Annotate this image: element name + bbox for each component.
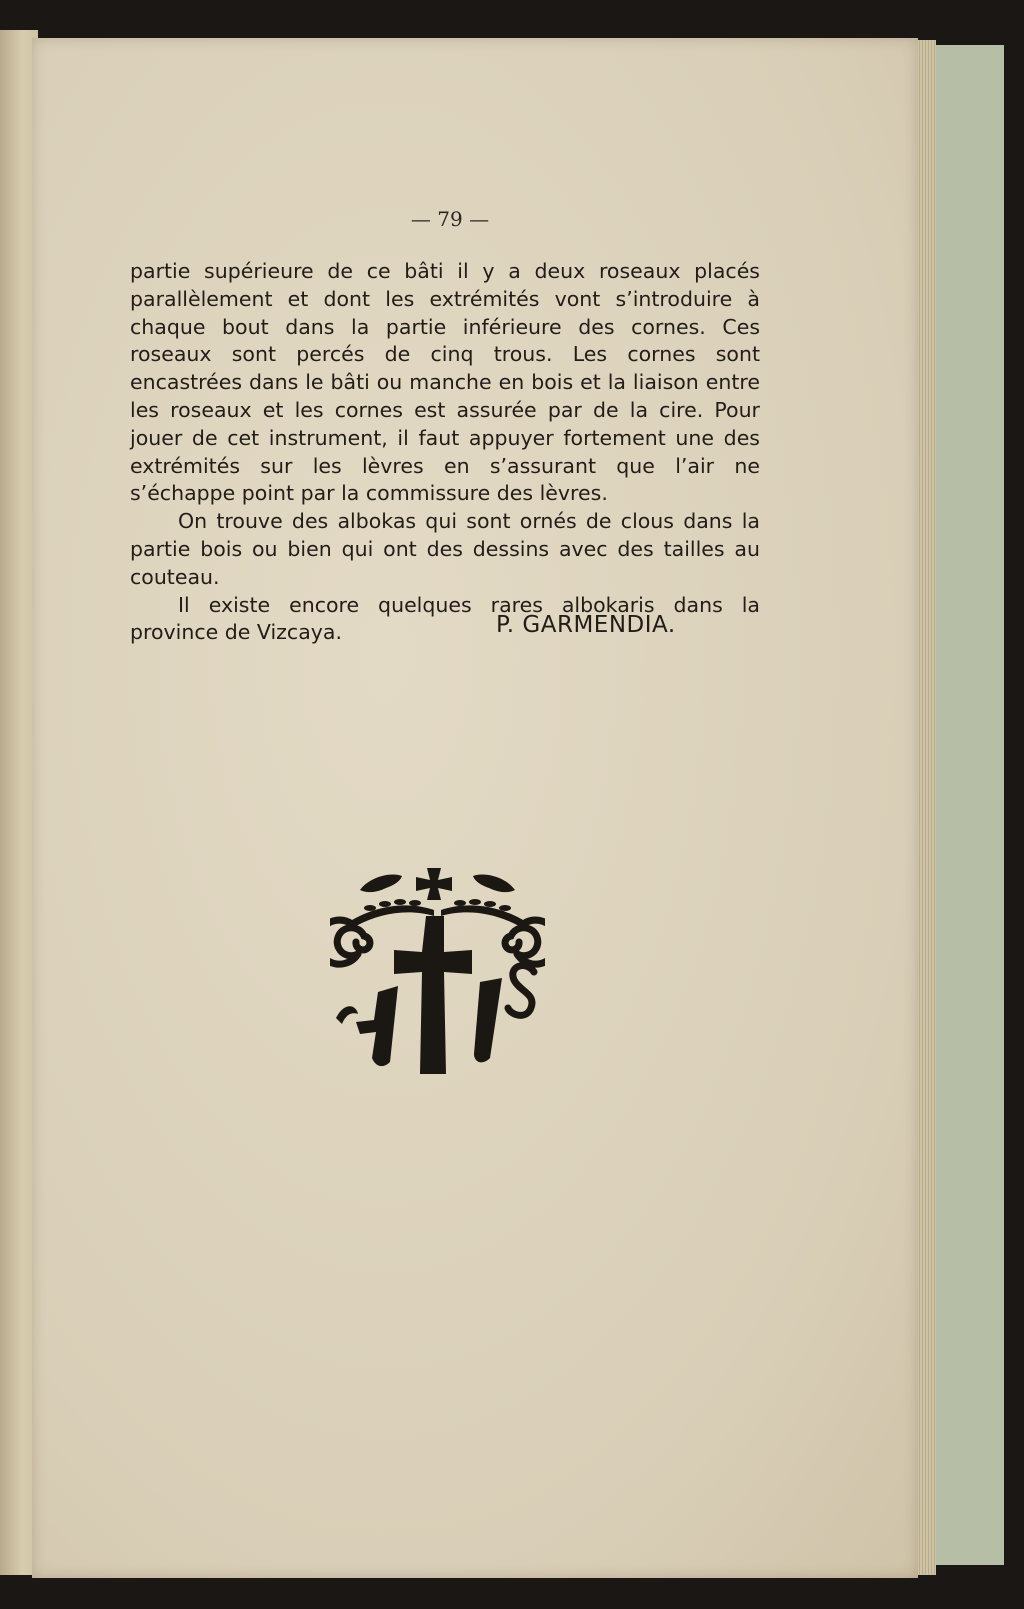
paragraph-1: partie supérieure de ce bâti il y a deux roseaux placés parallèlement et dont les extrémités vont s’introduire à chaque bout dans la partie inférieure des cornes. Ces roseaux sont percés de cinq trous. Les cornes sont encastrées dans le bâti ou manche en bois et la liaison entre les roseaux et les cornes est assurée par de la cire. Pour jouer de cet instrument, il faut appuyer fortement une des extrémités sur les lèvres en s’assurant que l’air ne s’échappe point par la commissure des lèvres.: [130, 259, 760, 506]
paragraph-3: Il existe encore quelques rares albokaris dans la province de Vizcaya.: [130, 592, 760, 645]
page-number: — 79 —: [410, 207, 490, 231]
book-cover: [930, 45, 1004, 1565]
author-signature: P. GARMENDIA.: [496, 612, 676, 638]
body-text: [130, 258, 760, 647]
paragraph-2: On trouve des albokas qui sont ornés de clous dans la partie bois ou bien qui ont des dessins avec des tailles au couteau.: [130, 509, 760, 589]
ihs-emblem-icon: [330, 862, 545, 1082]
